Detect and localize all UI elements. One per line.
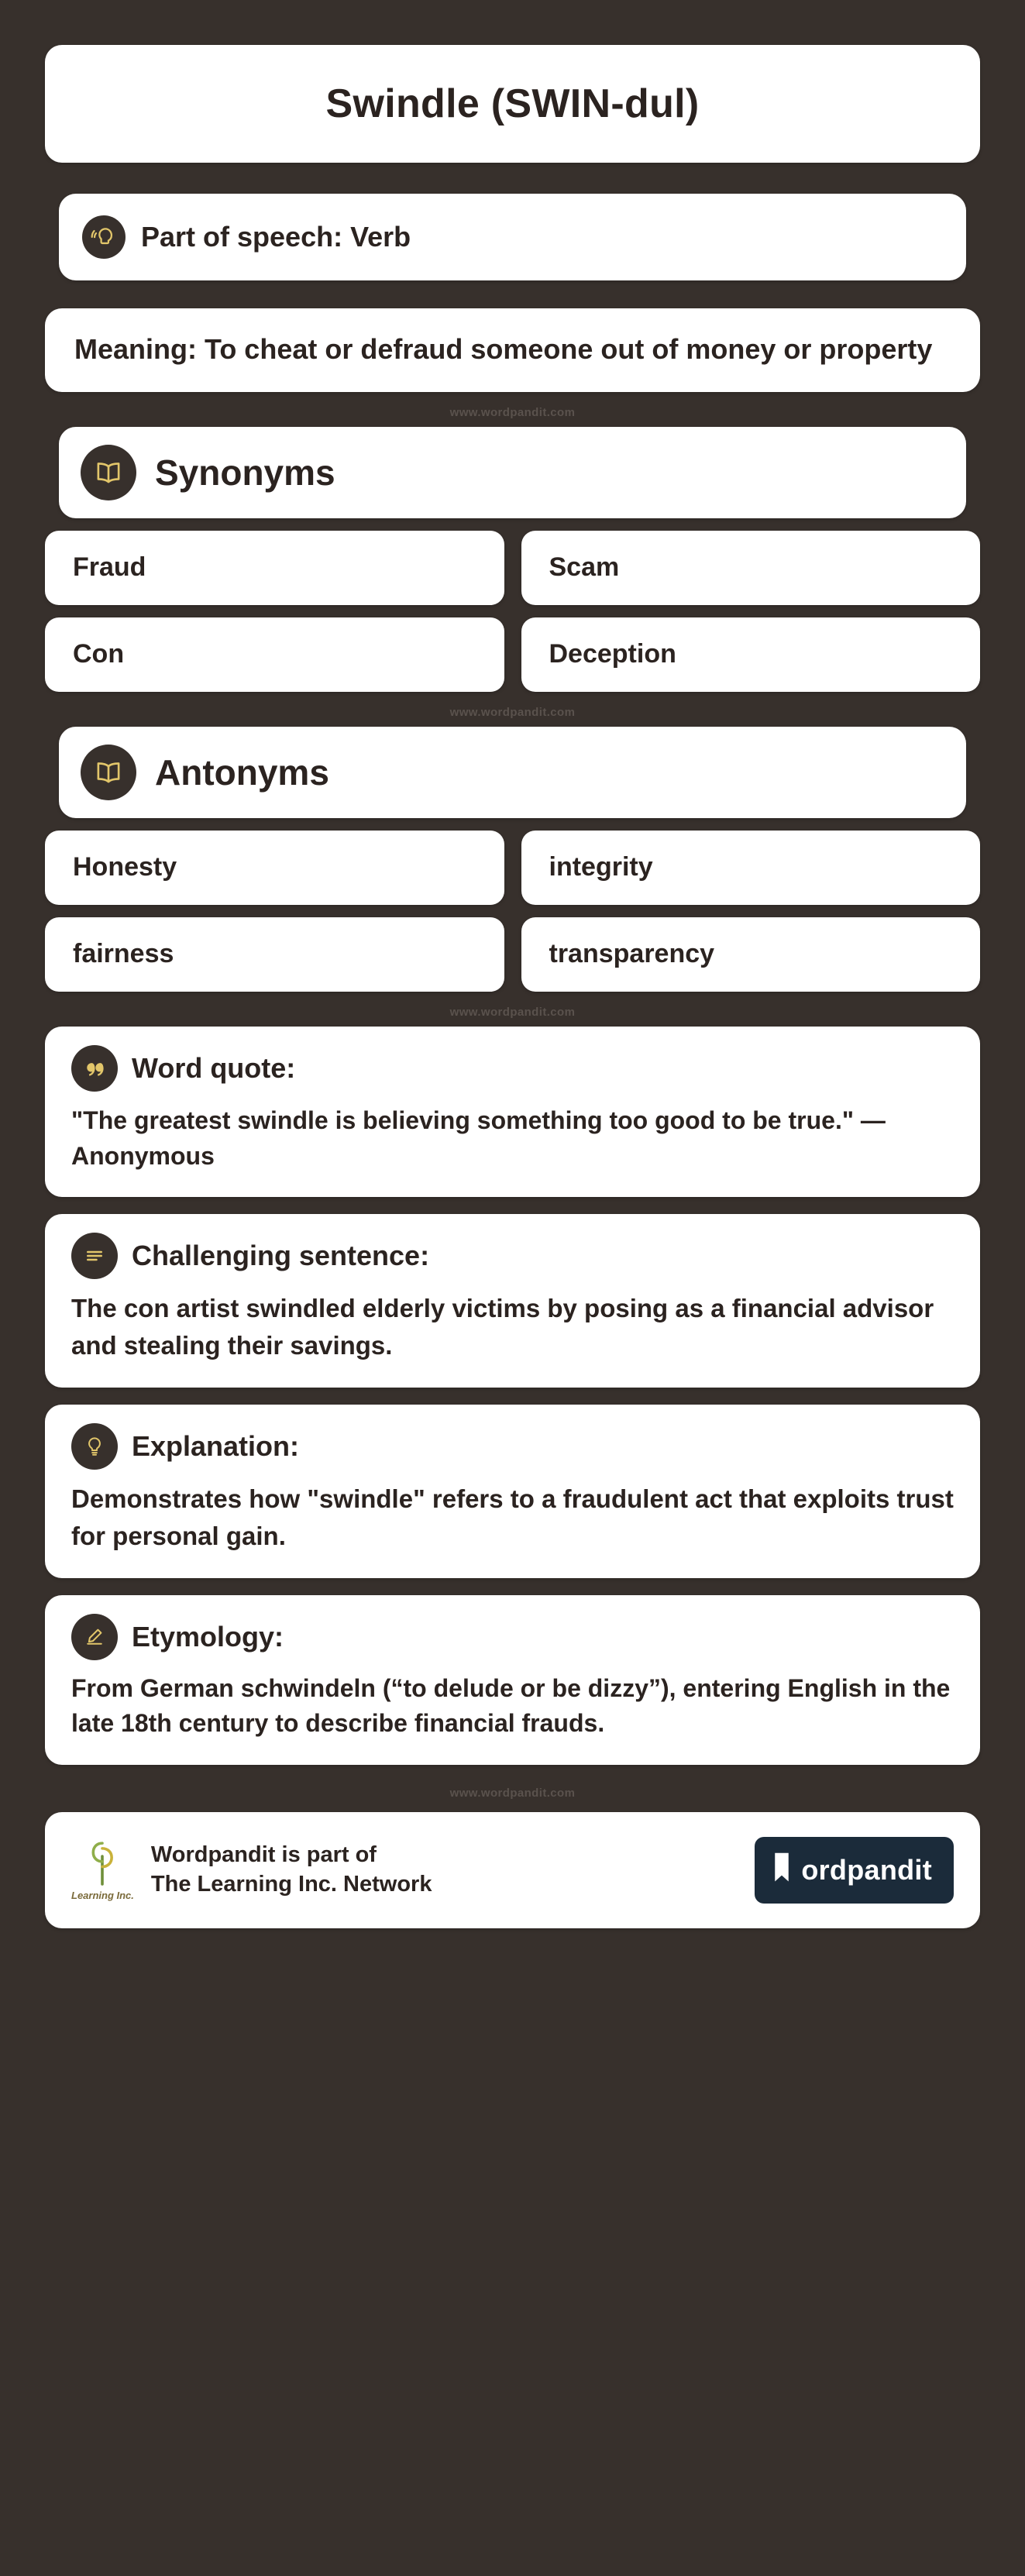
synonym-chip: Scam — [521, 531, 981, 605]
antonym-chip: integrity — [521, 831, 981, 905]
etymology-heading: Etymology: — [132, 1620, 284, 1653]
explanation-heading: Explanation: — [132, 1430, 300, 1463]
lightbulb-icon — [71, 1423, 118, 1470]
watermark-1: www.wordpandit.com — [449, 405, 576, 419]
wordpandit-logo-text: ordpandit — [801, 1853, 932, 1886]
challenging-sentence-text: The con artist swindled elderly victims by posing as a financial advisor and stealing their savings. — [71, 1294, 934, 1360]
footer-card — [45, 1812, 980, 1928]
watermark-3: www.wordpandit.com — [449, 1005, 576, 1019]
antonym-chip: fairness — [45, 917, 504, 992]
word-quote-header — [71, 1045, 954, 1092]
challenging-sentence-card — [45, 1214, 980, 1388]
word-quote-text: "The greatest swindle is believing something too good to be true." — Anonymous — [71, 1106, 886, 1171]
footer-brand — [71, 1838, 432, 1901]
explanation-card — [45, 1405, 980, 1578]
word-title-card — [45, 45, 980, 163]
tree-logo-caption: Learning Inc. — [71, 1890, 134, 1902]
challenging-sentence-heading: Challenging sentence: — [132, 1240, 430, 1272]
antonym-chip: Honesty — [45, 831, 504, 905]
antonym-chip: transparency — [521, 917, 981, 992]
writing-hand-icon — [71, 1614, 118, 1660]
bookmark-icon — [770, 1852, 793, 1888]
etymology-text: From German schwindeln (“to delude or be dizzy”), entering English in the late 18th century to describe financial frauds. — [71, 1673, 951, 1738]
synonyms-header — [59, 427, 966, 518]
open-book-icon — [81, 445, 136, 500]
watermark-2: www.wordpandit.com — [449, 705, 576, 719]
watermark-4: www.wordpandit.com — [449, 1786, 576, 1800]
synonym-chip: Deception — [521, 617, 981, 692]
footer-line-1: Wordpandit is part of — [150, 1842, 377, 1868]
antonyms-grid — [45, 831, 980, 992]
speaking-head-icon — [82, 215, 126, 259]
part-of-speech-card — [59, 194, 966, 280]
open-book-icon — [81, 745, 136, 800]
tree-logo-icon — [71, 1838, 134, 1901]
synonyms-grid — [45, 531, 980, 692]
part-of-speech-label: Part of speech: Verb — [141, 221, 411, 253]
quote-icon — [71, 1045, 118, 1092]
meaning-card — [45, 308, 980, 392]
challenging-sentence-header — [71, 1233, 954, 1279]
etymology-header — [71, 1614, 954, 1660]
meaning-text: Meaning: To cheat or defraud someone out of money or property — [74, 333, 933, 365]
antonyms-heading: Antonyms — [155, 751, 329, 793]
page-title: Swindle (SWIN-dul) — [325, 81, 700, 126]
explanation-text: Demonstrates how "swindle" refers to a fraudulent act that exploits trust for personal gain. — [71, 1484, 954, 1550]
footer-line-2: The Learning Inc. Network — [150, 1871, 432, 1897]
synonym-chip: Con — [45, 617, 504, 692]
word-quote-heading: Word quote: — [132, 1051, 296, 1084]
synonym-chip: Fraud — [45, 531, 504, 605]
explanation-header — [71, 1423, 954, 1470]
etymology-card — [45, 1595, 980, 1765]
footer-text — [151, 1841, 432, 1899]
wordpandit-logo — [755, 1837, 954, 1904]
synonyms-heading: Synonyms — [155, 452, 335, 493]
antonyms-header — [59, 727, 966, 818]
word-quote-card — [45, 1027, 980, 1198]
lines-icon — [71, 1233, 118, 1279]
